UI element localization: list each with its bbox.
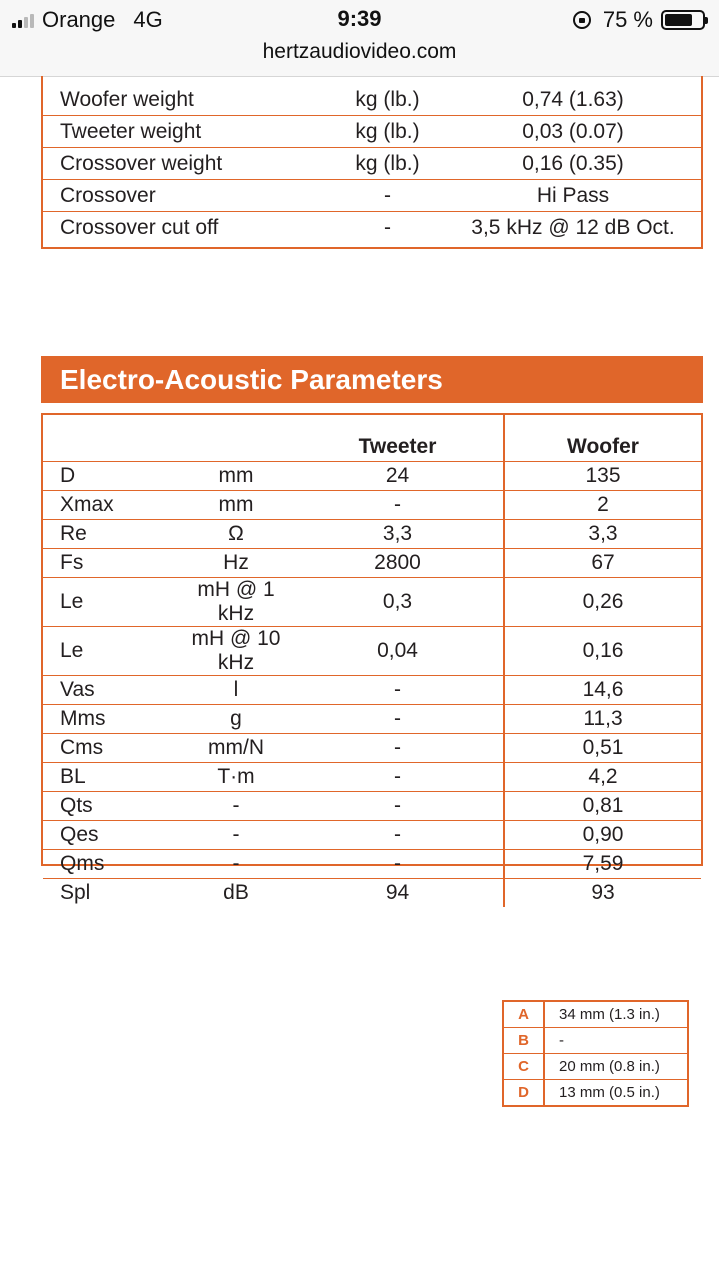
woofer-value: 0,26	[504, 578, 701, 627]
woofer-value: 4,2	[504, 763, 701, 792]
tweeter-value: -	[292, 491, 504, 520]
dimension-value: -	[544, 1028, 688, 1054]
dimension-row	[503, 1054, 688, 1080]
dimension-key: A	[503, 1001, 544, 1028]
table-row	[43, 549, 701, 578]
dimension-value: 20 mm (0.8 in.)	[544, 1054, 688, 1080]
dimension-row	[503, 1080, 688, 1107]
header-woofer: Woofer	[504, 415, 701, 462]
param-name: Mms	[43, 705, 180, 734]
tweeter-value: -	[292, 734, 504, 763]
carrier-name: Orange	[42, 7, 116, 32]
woofer-value: 135	[504, 462, 701, 491]
spec-value: 0,74 (1.63)	[445, 84, 701, 116]
param-unit: T·m	[180, 763, 292, 792]
spec-unit: kg (lb.)	[330, 116, 445, 148]
tweeter-value: 3,3	[292, 520, 504, 549]
electro-acoustic-table	[43, 415, 701, 907]
tweeter-value: 24	[292, 462, 504, 491]
spec-value: 0,16 (0.35)	[445, 148, 701, 180]
spec-value: Hi Pass	[445, 180, 701, 212]
table-row	[43, 763, 701, 792]
param-unit: g	[180, 705, 292, 734]
param-name: Spl	[60, 881, 91, 904]
param-name: Le	[43, 578, 180, 627]
table-row	[43, 850, 701, 879]
param-unit: mm	[180, 491, 292, 520]
clock: 9:39	[337, 6, 382, 31]
param-unit: Hz	[180, 549, 292, 578]
param-unit: mm/N	[180, 734, 292, 763]
param-name: Qts	[43, 792, 180, 821]
woofer-value: 7,59	[504, 850, 701, 879]
spec-row	[43, 212, 701, 244]
table-row	[43, 462, 701, 491]
table-row	[43, 705, 701, 734]
param-name: D	[43, 462, 180, 491]
orientation-lock-icon	[573, 11, 591, 29]
param-name: Fs	[43, 549, 180, 578]
tweeter-value: 2800	[292, 549, 504, 578]
spec-label: Woofer weight	[43, 84, 330, 116]
woofer-value: 2	[504, 491, 701, 520]
param-name: Re	[43, 520, 180, 549]
param-unit: dB	[223, 881, 249, 904]
woofer-value: 0,81	[504, 792, 701, 821]
param-name: Qms	[43, 850, 180, 879]
param-name: BL	[43, 763, 180, 792]
tweeter-value: 0,04	[292, 627, 504, 676]
woofer-value: 0,51	[504, 734, 701, 763]
spec-label: Tweeter weight	[43, 116, 330, 148]
tweeter-value: 0,3	[292, 578, 504, 627]
table-row	[43, 520, 701, 549]
electro-acoustic-box	[41, 413, 703, 904]
param-unit: l	[180, 676, 292, 705]
param-unit: -	[180, 792, 292, 821]
woofer-value: 3,3	[504, 520, 701, 549]
param-unit: -	[180, 850, 292, 879]
dimension-key: D	[503, 1080, 544, 1107]
table-row	[43, 734, 701, 763]
table-row	[43, 578, 701, 627]
dimension-row	[503, 1001, 688, 1028]
spec-label: Crossover weight	[43, 148, 330, 180]
battery-percent: 75 %	[602, 7, 653, 32]
woofer-value: 67	[504, 549, 701, 578]
tweeter-value: -	[292, 676, 504, 705]
battery-fill	[665, 14, 692, 26]
table-row	[43, 627, 701, 676]
tweeter-value: -	[292, 705, 504, 734]
status-bar	[0, 0, 719, 77]
spec-value: 3,5 kHz @ 12 dB Oct.	[471, 215, 675, 239]
general-specs-box	[41, 76, 703, 249]
param-name: Cms	[43, 734, 180, 763]
woofer-value: 14,6	[504, 676, 701, 705]
param-name: Qes	[43, 821, 180, 850]
table-row	[43, 491, 701, 520]
param-unit: mH @ 1 kHz	[180, 578, 292, 627]
tweeter-value: -	[292, 792, 504, 821]
woofer-value: 93	[591, 881, 615, 904]
param-name: Xmax	[43, 491, 180, 520]
param-unit: mm	[180, 462, 292, 491]
param-name: Le	[43, 627, 180, 676]
address-bar-url[interactable]: hertzaudiovideo.com	[262, 40, 457, 63]
spec-row	[43, 116, 701, 148]
param-unit: -	[180, 821, 292, 850]
dimensions-table	[502, 1000, 689, 1107]
spec-row	[43, 84, 701, 116]
status-right	[573, 7, 705, 33]
tweeter-value: 94	[292, 879, 504, 908]
woofer-value: 0,90	[504, 821, 701, 850]
dimension-key: B	[503, 1028, 544, 1054]
spec-label: Crossover	[43, 180, 330, 212]
woofer-value: 11,3	[504, 705, 701, 734]
spec-unit: -	[384, 215, 391, 239]
dimension-row	[503, 1028, 688, 1054]
table-row	[43, 792, 701, 821]
table-row	[43, 821, 701, 850]
general-specs-table	[43, 84, 701, 243]
header-unit	[180, 415, 292, 462]
tweeter-value: -	[292, 850, 504, 879]
spec-label: Crossover cut off	[60, 215, 219, 239]
spec-row	[43, 148, 701, 180]
header-param	[43, 415, 180, 462]
header-tweeter: Tweeter	[292, 415, 504, 462]
spec-unit: kg (lb.)	[330, 148, 445, 180]
param-name: Vas	[43, 676, 180, 705]
woofer-value: 0,16	[504, 627, 701, 676]
battery-icon	[661, 10, 705, 30]
spec-unit: -	[330, 180, 445, 212]
table-row	[43, 879, 701, 908]
table-row	[43, 676, 701, 705]
param-unit: mH @ 10 kHz	[180, 627, 292, 676]
dimension-value: 13 mm (0.5 in.)	[544, 1080, 688, 1107]
dimension-key: C	[503, 1054, 544, 1080]
tweeter-value: -	[292, 763, 504, 792]
spec-value: 0,03 (0.07)	[445, 116, 701, 148]
tweeter-value: -	[292, 821, 504, 850]
param-unit: Ω	[180, 520, 292, 549]
network-type: 4G	[133, 7, 163, 32]
dimension-value: 34 mm (1.3 in.)	[544, 1001, 688, 1028]
table-header-row	[43, 415, 701, 462]
section-title: Electro-Acoustic Parameters	[41, 356, 703, 403]
spec-row	[43, 180, 701, 212]
spec-unit: kg (lb.)	[330, 84, 445, 116]
